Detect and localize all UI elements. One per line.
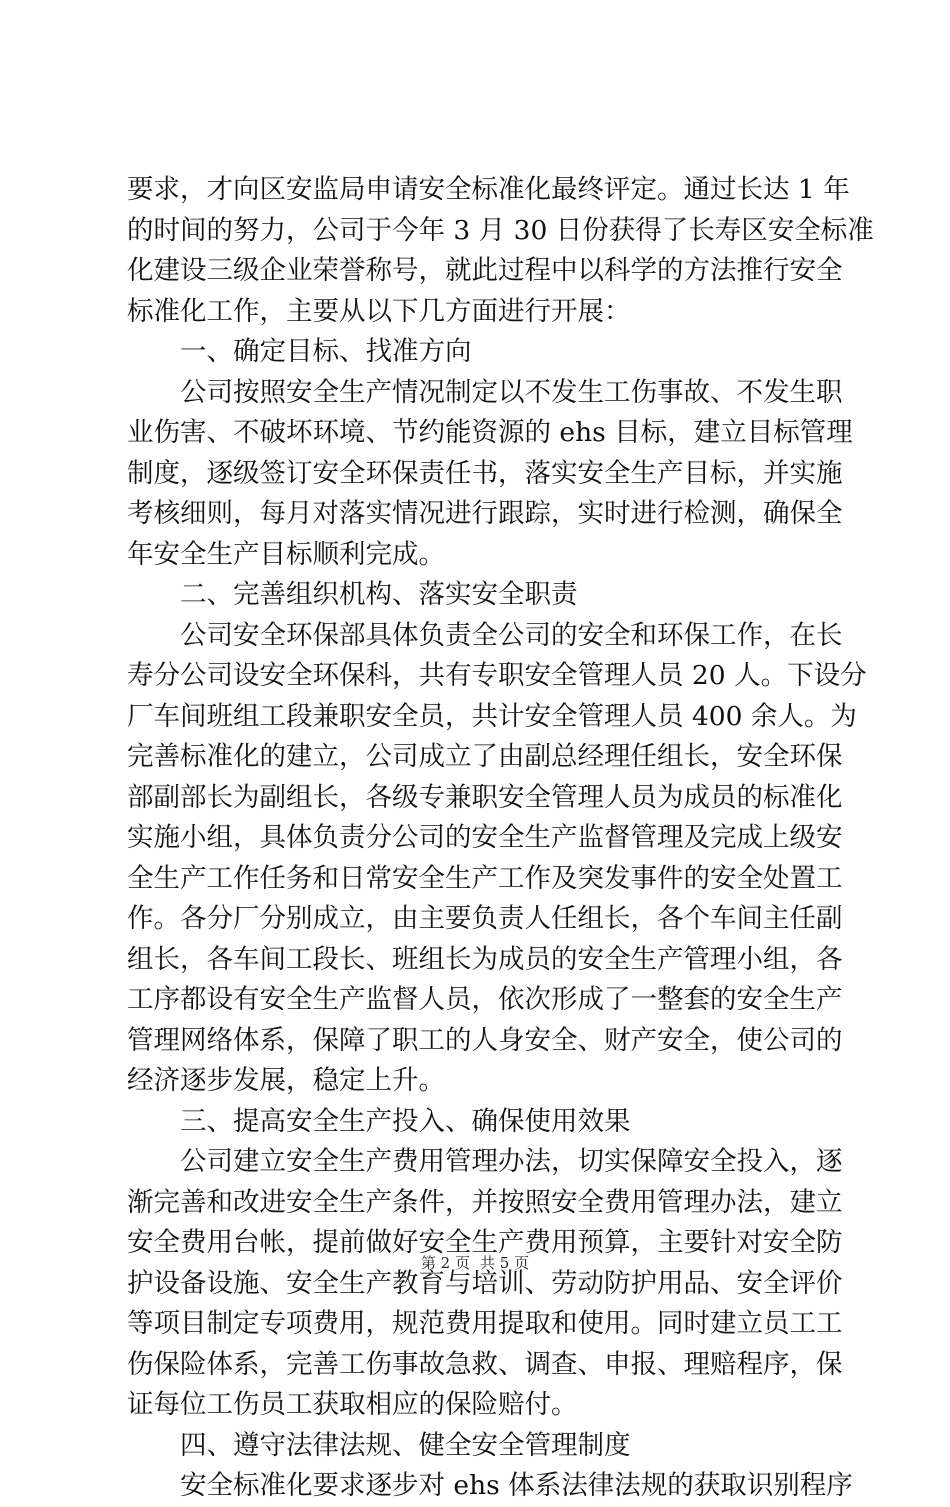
text-line: 的时间的努力，公司于今年 3 月 30 日份获得了长寿区安全标准 xyxy=(127,214,874,246)
text-line: 寿分公司设安全环保科，共有专职安全管理人员 20 人。下设分 xyxy=(127,660,867,691)
text-line: 完善标准化的建立，公司成立了由副总经理任组长，安全环保 xyxy=(127,741,843,772)
section-heading-4: 四、遵守法律法规、健全安全管理制度 xyxy=(180,1429,631,1461)
text-line: 公司安全环保部具体负责全公司的安全和环保工作，在长 xyxy=(180,619,843,651)
text-line: 等项目制定专项费用，规范费用提取和使用。同时建立员工工 xyxy=(127,1308,843,1339)
text-line: 安全费用台帐，提前做好安全生产费用预算，主要针对安全防 xyxy=(127,1227,843,1258)
text-line: 渐完善和改进安全生产条件，并按照安全费用管理办法，建立 xyxy=(127,1186,843,1218)
body-text xyxy=(127,170,874,1507)
text-line: 工序都设有安全生产监督人员，依次形成了一整套的安全生产 xyxy=(127,984,843,1015)
text-line: 公司建立安全生产费用管理办法，切实保障安全投入，逐 xyxy=(180,1146,843,1177)
text-line: 年安全生产目标顺利完成。 xyxy=(127,538,445,570)
page-total: 共 5 页 xyxy=(480,1254,530,1272)
page-number: 第 2 页 xyxy=(420,1254,470,1272)
text-line: 安全标准化要求逐步对 ehs 体系法律法规的获取识别程序 xyxy=(180,1470,853,1501)
section-heading-2: 二、完善组织机构、落实安全职责 xyxy=(180,579,578,610)
text-line: 实施小组，具体负责分公司的安全生产监督管理及完成上级安 xyxy=(127,822,843,853)
text-line: 标准化工作，主要从以下几方面进行开展： xyxy=(127,295,631,327)
text-line: 护设备设施、安全生产教育与培训、劳动防护用品、安全评价 xyxy=(127,1267,843,1299)
text-line: 组长，各车间工段长、班组长为成员的安全生产管理小组，各 xyxy=(127,943,843,975)
text-line: 要求，才向区安监局申请安全标准化最终评定。通过长达 1 年 xyxy=(127,174,850,205)
text-line: 作。各分厂分别成立，由主要负责人任组长，各个车间主任副 xyxy=(127,903,843,934)
text-line: 化建设三级企业荣誉称号，就此过程中以科学的方法推行安全 xyxy=(127,255,843,286)
text-line: 考核细则，每月对落实情况进行跟踪，实时进行检测，确保全 xyxy=(127,498,843,529)
text-line: 业伤害、不破坏环境、节约能资源的 ehs 目标，建立目标管理 xyxy=(127,417,853,448)
text-line: 部副部长为副组长，各级专兼职安全管理人员为成员的标准化 xyxy=(127,781,843,813)
section-heading-1: 一、确定目标、找准方向 xyxy=(180,336,472,367)
text-line: 制度，逐级签订安全环保责任书，落实安全生产目标，并实施 xyxy=(127,457,843,489)
text-line: 经济逐步发展，稳定上升。 xyxy=(127,1065,445,1096)
text-line: 管理网络体系，保障了职工的人身安全、财产安全，使公司的 xyxy=(127,1024,843,1056)
section-heading-3: 三、提高安全生产投入、确保使用效果 xyxy=(180,1105,631,1137)
page-footer xyxy=(0,1253,950,1273)
text-line: 厂车间班组工段兼职安全员，共计安全管理人员 400 余人。为 xyxy=(127,700,857,732)
text-line: 伤保险体系，完善工伤事故急救、调查、申报、理赔程序，保 xyxy=(127,1348,843,1380)
text-line: 证每位工伤员工获取相应的保险赔付。 xyxy=(127,1389,578,1420)
text-line: 公司按照安全生产情况制定以不发生工伤事故、不发生职 xyxy=(180,376,843,408)
text-line: 全生产工作任务和日常安全生产工作及突发事件的安全处置工 xyxy=(127,862,843,894)
